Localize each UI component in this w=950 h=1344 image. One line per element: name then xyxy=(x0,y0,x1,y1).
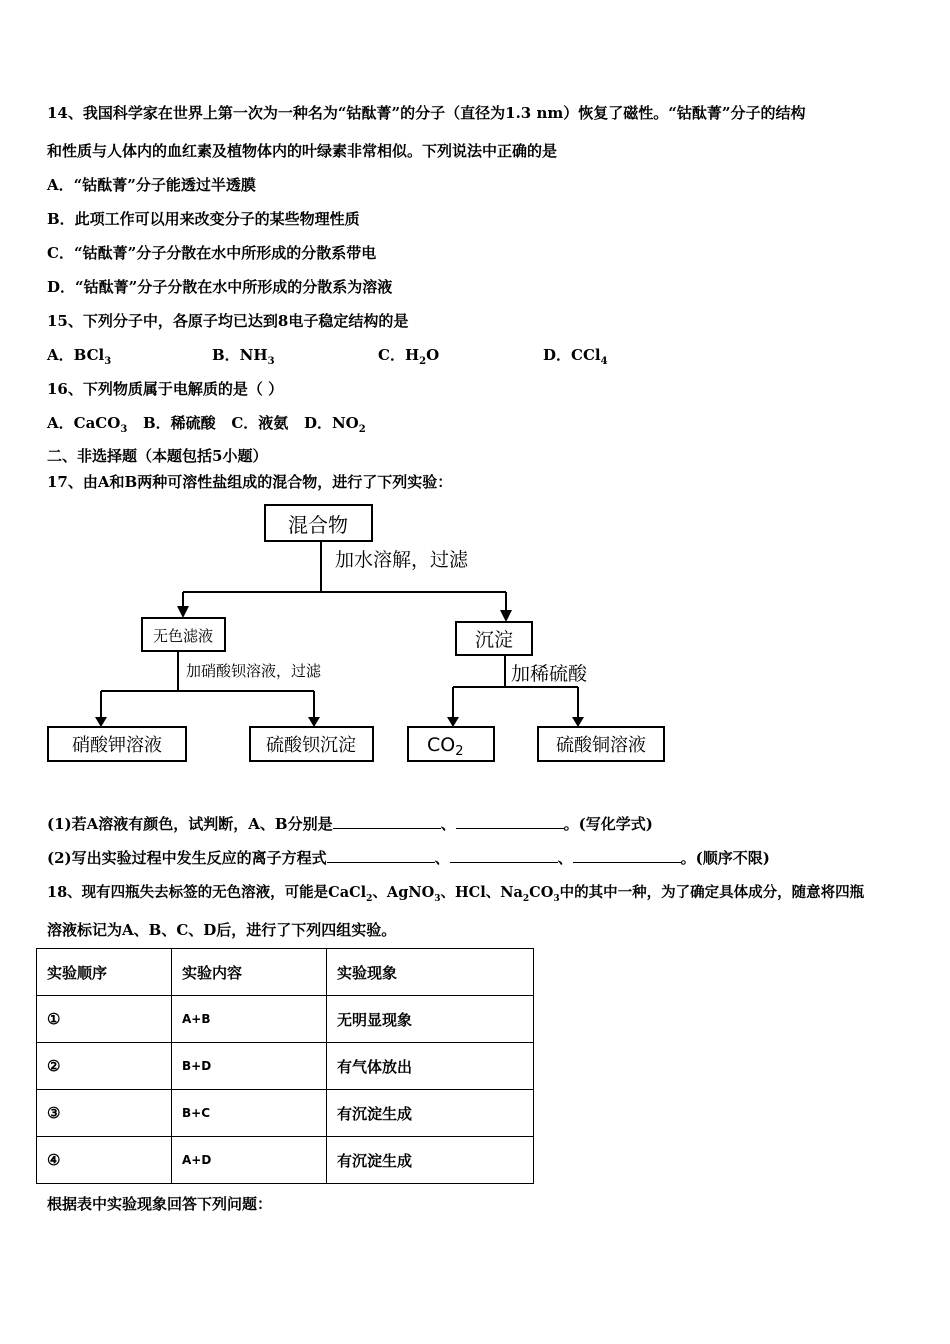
q17-flowchart xyxy=(0,495,950,785)
q14-option-c: C．“钴酞菁”分子分散在水中所形成的分散系带电 xyxy=(47,244,377,262)
table-header: 实验内容 xyxy=(172,949,327,996)
flow-label-step1: 加水溶解，过滤 xyxy=(335,549,469,571)
q15-option-a: A．BCl$_3$ xyxy=(47,346,112,367)
table-cell: ③ xyxy=(37,1090,172,1137)
table-cell: ② xyxy=(37,1043,172,1090)
table-cell: ④ xyxy=(37,1137,172,1184)
flow-label-step-right: 加稀硫酸 xyxy=(511,663,588,685)
flow-label-ll: 硝酸钾溶液 xyxy=(72,735,162,756)
table-cell: 有气体放出 xyxy=(327,1043,534,1090)
answer-blank[interactable] xyxy=(450,848,558,863)
table-cell: 无明显现象 xyxy=(327,996,534,1043)
q15-option-b: B．$NH_3$ xyxy=(212,346,275,367)
flow-label-lr: 硫酸钡沉淀 xyxy=(266,735,356,756)
q16-option-c: C．液氨 xyxy=(231,414,289,432)
section-heading: 二、非选择题（本题包括5小题） xyxy=(47,447,268,465)
arrow-head xyxy=(177,606,189,618)
answer-blank[interactable] xyxy=(333,814,441,829)
flow-label-right: 沉淀 xyxy=(474,629,514,651)
q16-option-b: B．稀硫酸 xyxy=(142,414,216,432)
flow-label-rr: 硫酸铜溶液 xyxy=(556,735,646,756)
arrow-head xyxy=(95,717,107,727)
q18-after-table: 根据表中实验现象回答下列问题： xyxy=(47,1195,273,1213)
table-row xyxy=(37,1090,534,1137)
q17-sub2: (2)写出实验过程中发生反应的离子方程式 、 、 。(顺序不限) xyxy=(47,849,770,867)
q15-option-d: D．CCl$_4$ xyxy=(543,346,608,367)
table-cell: 有沉淀生成 xyxy=(327,1137,534,1184)
q18-stem-line2: 溶液标记为A、B、C、D后，进行了下列四组实验。 xyxy=(47,921,397,939)
q14-option-a: A．“钴酞菁”分子能透过半透膜 xyxy=(47,176,256,194)
answer-blank[interactable] xyxy=(573,848,681,863)
answer-blank[interactable] xyxy=(456,814,564,829)
flow-label-left: 无色滤液 xyxy=(152,627,214,645)
table-row xyxy=(37,1043,534,1090)
flow-label-root: 混合物 xyxy=(288,513,348,537)
q18-stem-line1: 18、现有四瓶失去标签的无色溶液，可能是CaCl$_2$、AgNO$_3$、HCl、$Na_2CO_3$中的其中一种，为了确定具体成分，随意将四瓶 xyxy=(47,884,865,904)
flow-label-rl: $CO_2$ xyxy=(427,734,464,759)
q14-stem-line1: 14、我国科学家在世界上第一次为一种名为“钴酞菁”的分子（直径为1.3 nm）恢复了磁性。“钴酞菁”分子的结构 xyxy=(47,104,806,122)
table-cell: B+D xyxy=(172,1043,327,1090)
q15-option-c: C．$H_2O$ xyxy=(378,346,440,367)
table-cell: 有沉淀生成 xyxy=(327,1090,534,1137)
q15-stem: 15、下列分子中，各原子均已达到8电子稳定结构的是 xyxy=(47,312,409,330)
arrow-head xyxy=(308,717,320,727)
flow-label-step-left: 加硝酸钡溶液，过滤 xyxy=(186,662,322,680)
q16-option-d: D．$NO_2$ xyxy=(303,414,366,435)
q16-options xyxy=(47,412,366,435)
table-header: 实验顺序 xyxy=(37,949,172,996)
table-cell: A+B xyxy=(172,996,327,1043)
table-cell: B+C xyxy=(172,1090,327,1137)
table-header: 实验现象 xyxy=(327,949,534,996)
q14-stem-line2: 和性质与人体内的血红素及植物体内的叶绿素非常相似。下列说法中正确的是 xyxy=(47,142,558,160)
arrow-head xyxy=(572,717,584,727)
q17-stem: 17、由A和B两种可溶性盐组成的混合物，进行了下列实验： xyxy=(47,473,453,491)
table-cell: ① xyxy=(37,996,172,1043)
table-cell: A+D xyxy=(172,1137,327,1184)
answer-blank[interactable] xyxy=(327,848,435,863)
q14-option-d: D．“钴酞菁”分子分散在水中所形成的分散系为溶液 xyxy=(47,278,393,296)
q14-option-b: B．此项工作可以用来改变分子的某些物理性质 xyxy=(47,210,360,228)
table-header-row xyxy=(37,949,534,996)
q16-option-a: A．CaCO$_3$ xyxy=(47,414,128,435)
arrow-head xyxy=(500,610,512,622)
table-row xyxy=(37,1137,534,1184)
q18-experiment-table xyxy=(36,948,534,1184)
table-row xyxy=(37,996,534,1043)
arrow-head xyxy=(447,717,459,727)
q17-sub1: (1)若A溶液有颜色，试判断，A、B分别是 、 。(写化学式) xyxy=(47,815,653,833)
q16-stem: 16、下列物质属于电解质的是（ ） xyxy=(47,380,284,398)
